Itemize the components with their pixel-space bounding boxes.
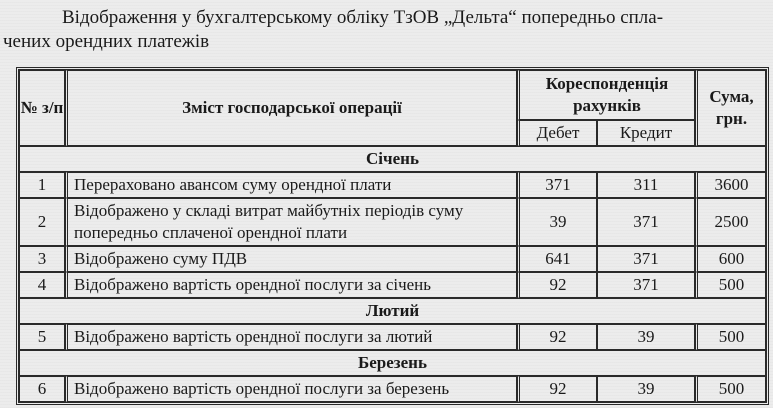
row-debit: 92 (517, 376, 597, 402)
row-sum: 500 (695, 376, 766, 402)
row-credit: 39 (597, 376, 695, 402)
row-sum: 2500 (695, 198, 766, 246)
month-row-january (19, 146, 766, 172)
row-debit: 92 (517, 324, 597, 350)
header-credit: Кредит (597, 120, 695, 146)
row-number: 2 (19, 198, 65, 246)
month-label: Січень (19, 146, 766, 172)
rental-payments-table-container (16, 67, 769, 405)
intro-text (0, 6, 773, 54)
month-label: Лютий (19, 298, 766, 324)
row-description: Відображено суму ПДВ (65, 246, 517, 272)
row-debit: 92 (517, 272, 597, 298)
table-row (19, 246, 766, 272)
row-number: 5 (19, 324, 65, 350)
rental-payments-table (16, 67, 769, 405)
table-row (19, 198, 766, 246)
header-sum: Сума, грн. (695, 70, 766, 146)
row-credit: 371 (597, 272, 695, 298)
month-row-february (19, 298, 766, 324)
intro-line-1: Відображення у бухгалтерському обліку ТзОВ „Дельта“ попередньо спла- (62, 7, 664, 28)
header-debit: Дебет (517, 120, 597, 146)
row-debit: 371 (517, 172, 597, 198)
table-row (19, 172, 766, 198)
header-correspondence: Кореспонденція рахунків (517, 70, 695, 120)
row-description: Відображено вартість орендної послуги за лютий (65, 324, 517, 350)
header-number: № з/п (19, 70, 65, 146)
table-row (19, 324, 766, 350)
row-debit: 39 (517, 198, 597, 246)
row-credit: 371 (597, 246, 695, 272)
row-sum: 600 (695, 246, 766, 272)
table-row (19, 272, 766, 298)
row-debit: 641 (517, 246, 597, 272)
row-credit: 311 (597, 172, 695, 198)
month-row-march (19, 350, 766, 376)
row-credit: 371 (597, 198, 695, 246)
row-sum: 500 (695, 272, 766, 298)
month-label: Березень (19, 350, 766, 376)
row-sum: 3600 (695, 172, 766, 198)
row-description: Відображено вартість орендної послуги за березень (65, 376, 517, 402)
row-description: Відображено у складі витрат майбутніх періодів суму попередньо сплаченої орендної плати (65, 198, 517, 246)
header-content: Зміст господарської операції (65, 70, 517, 146)
row-credit: 39 (597, 324, 695, 350)
row-number: 1 (19, 172, 65, 198)
row-description: Перераховано авансом суму орендної плати (65, 172, 517, 198)
table-row (19, 376, 766, 402)
row-description: Відображено вартість орендної послуги за січень (65, 272, 517, 298)
row-number: 6 (19, 376, 65, 402)
intro-line-2: чених орендних платежів (3, 31, 210, 52)
row-number: 3 (19, 246, 65, 272)
row-number: 4 (19, 272, 65, 298)
row-sum: 500 (695, 324, 766, 350)
